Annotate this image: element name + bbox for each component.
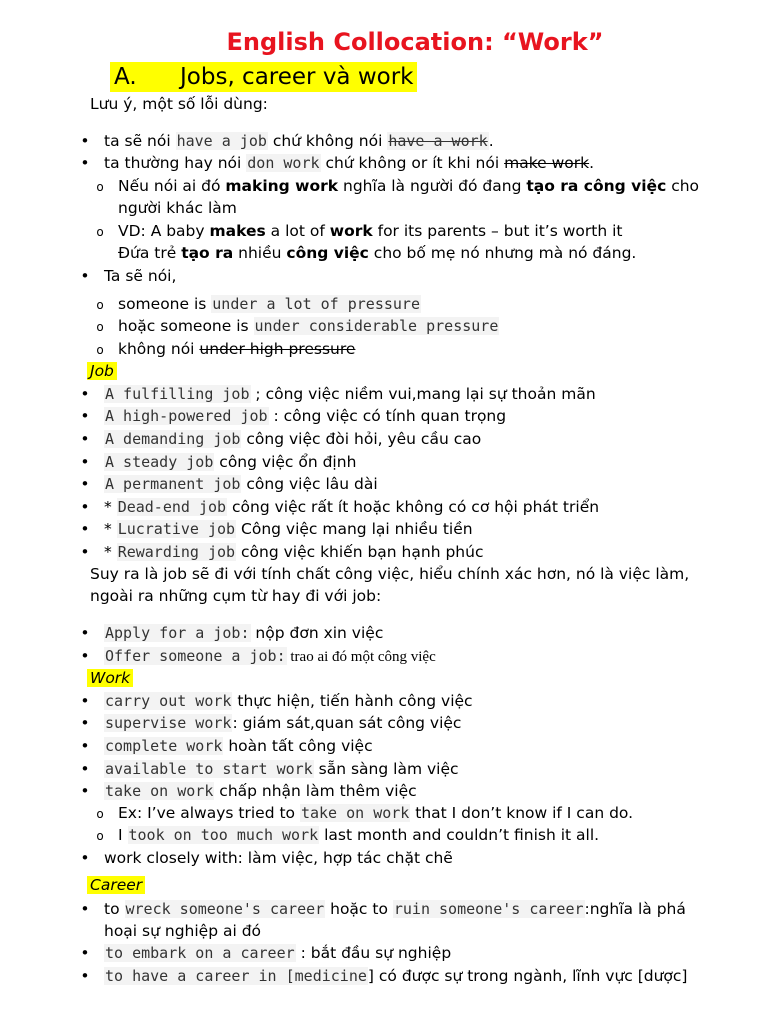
job-list-item: * Dead-end job công việc rất ít hoặc không có cơ hội phát triển (104, 498, 600, 516)
bullet-marker: • (80, 498, 90, 516)
collocation-code: available to start work (105, 760, 313, 778)
sub-bullet-marker: o (96, 343, 104, 357)
sub-bullet-marker: o (96, 807, 104, 821)
sub-list-item: VD: A baby makes a lot of work for its parents – but it’s worth it (118, 222, 623, 240)
bullet-marker: • (80, 154, 90, 172)
collocation-code: A fulfilling job (105, 385, 250, 403)
sub-list-item-cont: người khác làm (118, 199, 237, 217)
sub-list-item: không nói under high pressure (118, 340, 356, 358)
bullet-marker: • (80, 782, 90, 800)
job-heading: Job (87, 360, 117, 382)
bullet-marker: • (80, 543, 90, 561)
collocation-code: A high-powered job (105, 407, 268, 425)
collocation-code: don work (247, 154, 320, 172)
sub-bullet-marker: o (96, 225, 104, 239)
strikethrough-text: under high pressure (199, 340, 356, 358)
collocation-code: Offer someone a job: (105, 647, 286, 665)
collocation-code: to have a career in [medicine (105, 967, 367, 985)
work-heading: Work (87, 667, 133, 689)
sub-list-item: Nếu nói ai đó making work nghĩa là người đó đang tạo ra công việc cho (118, 177, 700, 195)
strikethrough-text: make work (504, 154, 590, 172)
collocation-code: under considerable pressure (254, 317, 499, 335)
bullet-marker: • (80, 385, 90, 403)
sub-bullet-marker: o (96, 320, 104, 334)
intro-note: Lưu ý, một số lỗi dùng: (90, 95, 268, 113)
job-note-line-1: Suy ra là job sẽ đi với tính chất công việc, hiểu chính xác hơn, nó là việc làm, (90, 565, 690, 583)
list-item: Ta sẽ nói, (104, 267, 177, 285)
job-list-item: * Rewarding job công việc khiến bạn hạnh phúc (104, 543, 484, 561)
bullet-marker: • (80, 407, 90, 425)
sub-list-item: hoặc someone is under considerable pressure (118, 317, 499, 335)
sub-list-item: I took on too much work last month and couldn’t finish it all. (118, 826, 600, 844)
list-item: to embark on a career : bắt đầu sự nghiệp (105, 944, 452, 962)
career-heading: Career (87, 874, 145, 896)
collocation-code: carry out work (105, 692, 232, 710)
list-item: Offer someone a job: trao ai đó một công việc (105, 647, 436, 665)
bullet-marker: • (80, 849, 90, 867)
work-list-item: complete work hoàn tất công việc (105, 737, 373, 755)
list-item-cont: hoại sự nghiệp ai đó (104, 922, 262, 940)
bullet-marker: • (80, 760, 90, 778)
work-list-item: carry out work thực hiện, tiến hành công việc (105, 692, 473, 710)
list-item: ta thường hay nói don work chứ không or ít khi nói make work. (104, 154, 595, 172)
sub-list-item: someone is under a lot of pressure (118, 295, 420, 313)
sub-bullet-marker: o (96, 298, 104, 312)
bullet-marker: • (80, 714, 90, 732)
bullet-marker: • (80, 475, 90, 493)
collocation-code: wreck someone's career (125, 900, 325, 918)
job-list-item: A steady job công việc ổn định (105, 453, 357, 471)
work-list-item: available to start work sẵn sàng làm việc (105, 760, 459, 778)
work-list-item: supervise work: giám sát,quan sát công việc (105, 714, 462, 732)
work-list-item: take on work chấp nhận làm thêm việc (105, 782, 417, 800)
sub-bullet-marker: o (96, 180, 104, 194)
bullet-marker: • (80, 944, 90, 962)
collocation-code: A demanding job (105, 430, 241, 448)
section-a-heading (110, 62, 417, 92)
list-item: ta sẽ nói have a job chứ không nói have a work. (104, 132, 494, 150)
bullet-marker: • (80, 132, 90, 150)
strikethrough-code: have a work (388, 132, 488, 150)
collocation-code: supervise work (105, 714, 232, 732)
collocation-code: took on too much work (128, 826, 319, 844)
bullet-marker: • (80, 520, 90, 538)
document-title: English Collocation: “Work” (226, 28, 604, 56)
collocation-code: complete work (105, 737, 223, 755)
list-item: to have a career in [medicine] có được sự trong ngành, lĩnh vực [dược] (105, 967, 688, 985)
collocation-code: take on work (105, 782, 214, 800)
collocation-code: Rewarding job (117, 543, 236, 561)
job-list-item: A high-powered job : công việc có tính quan trọng (105, 407, 507, 425)
collocation-code: Lucrative job (117, 520, 236, 538)
job-list-item: * Lucrative job Công việc mang lại nhiều tiền (104, 520, 473, 538)
collocation-code: to embark on a career (105, 944, 295, 962)
collocation-code: Dead-end job (117, 498, 227, 516)
list-item: work closely with: làm việc, hợp tác chặt chẽ (104, 849, 453, 867)
bullet-marker: • (80, 692, 90, 710)
bullet-marker: • (80, 647, 90, 665)
section-a-letter: A. (114, 64, 137, 90)
job-list-item: A fulfilling job ; công việc niềm vui,mang lại sự thoản mãn (105, 385, 596, 403)
bullet-marker: • (80, 624, 90, 642)
bullet-marker: • (80, 967, 90, 985)
bullet-marker: • (80, 900, 90, 918)
bullet-marker: • (80, 430, 90, 448)
job-note-line-2: ngoài ra những cụm từ hay đi với job: (90, 587, 382, 605)
section-a-text: Jobs, career và work (180, 64, 414, 90)
collocation-code: under a lot of pressure (212, 295, 420, 313)
sub-list-item: Ex: I’ve always tried to take on work that I don’t know if I can do. (118, 804, 634, 822)
job-list-item: A permanent job công việc lâu dài (105, 475, 378, 493)
sub-list-item-cont: Đứa trẻ tạo ra nhiều công việc cho bố mẹ nó nhưng mà nó đáng. (118, 244, 637, 262)
sub-bullet-marker: o (96, 829, 104, 843)
bullet-marker: • (80, 267, 90, 285)
collocation-code: take on work (300, 804, 410, 822)
collocation-code: Apply for a job: (105, 624, 250, 642)
list-item: Apply for a job: nộp đơn xin việc (105, 624, 384, 642)
job-list-item: A demanding job công việc đòi hỏi, yêu cầu cao (105, 430, 482, 448)
collocation-code: ruin someone's career (393, 900, 584, 918)
bullet-marker: • (80, 737, 90, 755)
collocation-code: have a job (176, 132, 267, 150)
collocation-code: A steady job (105, 453, 214, 471)
bullet-marker: • (80, 453, 90, 471)
list-item: to wreck someone's career hoặc to ruin someone's career:nghĩa là phá (104, 900, 686, 918)
collocation-code: A permanent job (105, 475, 241, 493)
